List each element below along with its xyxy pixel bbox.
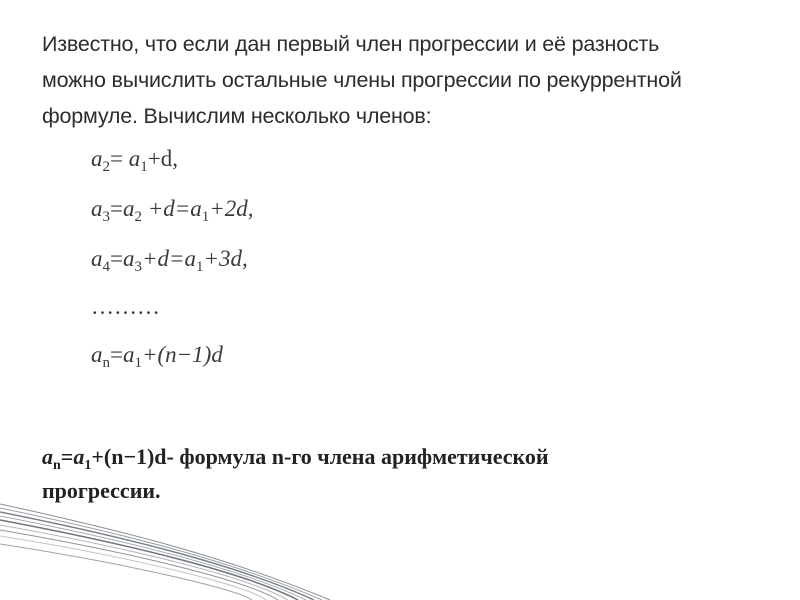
intro-line-2: можно вычислить остальные члены прогрессии по рекуррентной [42, 68, 682, 92]
intro-paragraph [42, 26, 762, 134]
formula-ellipsis: ……… [91, 294, 160, 319]
formula-a2: $a_2= a_1+d$, [91, 146, 178, 175]
conclusion-paragraph [42, 440, 682, 508]
conclusion-line-1: $a_n=a_1+(n-1)d-$ формула n-го члена арифметической [42, 444, 549, 473]
intro-line-1: Известно, что если дан первый член прогрессии и её разность [42, 32, 660, 56]
formula-a4: $a_4=a_3+d=a_1+3d$, [91, 246, 248, 275]
formula-a3: $a_3=a_2 +d=a_1+2d$, [91, 196, 254, 225]
intro-line-3: формуле. Вычислим несколько членов: [42, 104, 432, 128]
conclusion-line-2: прогрессии. [42, 478, 161, 503]
decorative-swoosh [0, 500, 800, 600]
formula-an: $a_n=a_1+(n-1)d$ [91, 342, 223, 371]
